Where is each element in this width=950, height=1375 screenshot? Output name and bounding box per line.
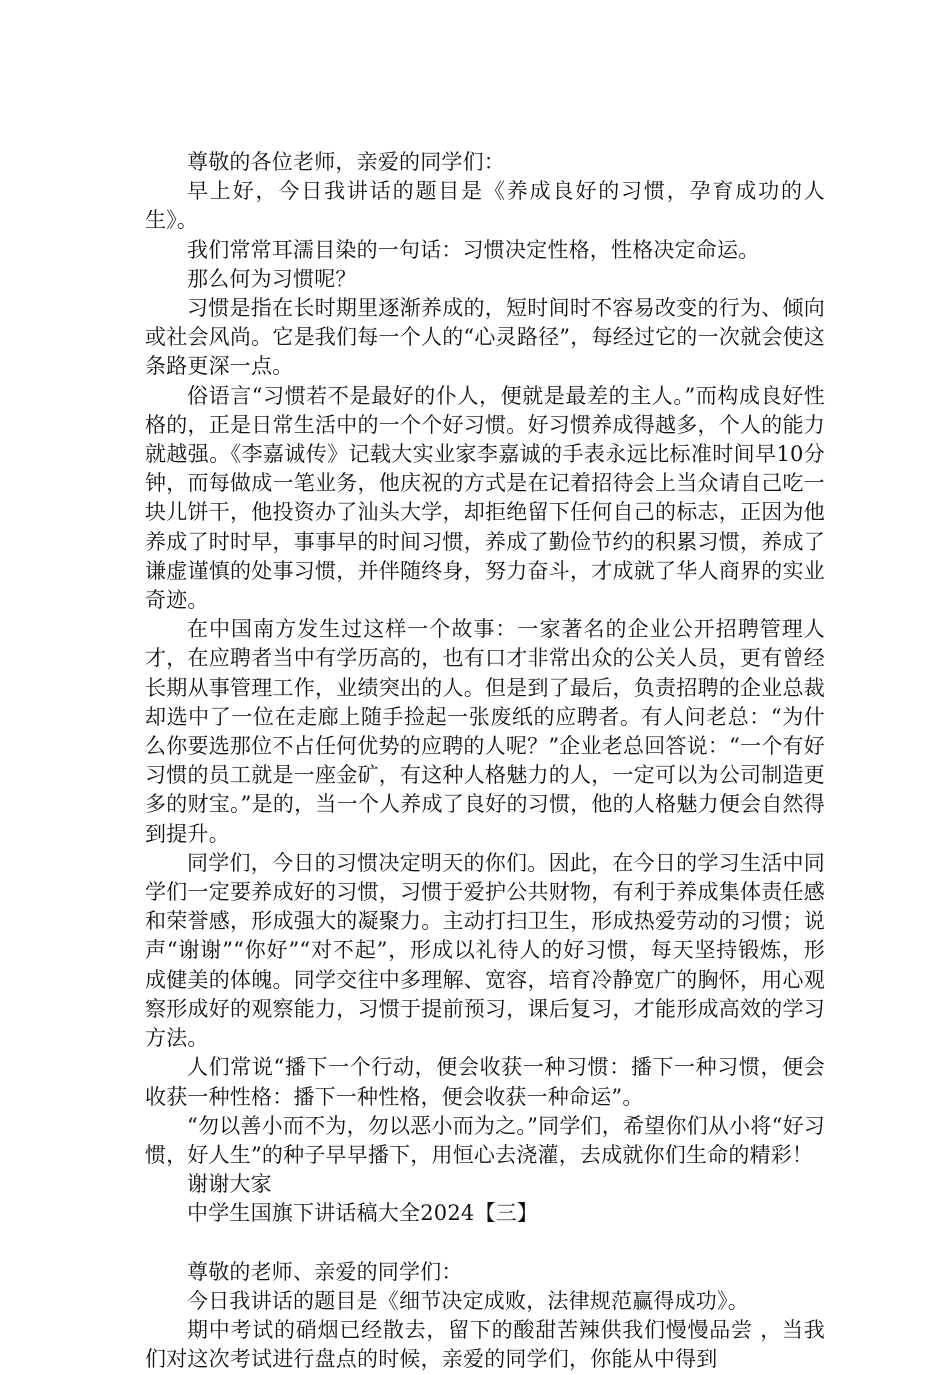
paragraph-question: 那么何为习惯呢？ bbox=[187, 266, 357, 291]
paragraph-topic-2: 今日我讲话的题目是《细节决定成败，法律规范赢得成功》。 bbox=[187, 1288, 749, 1313]
paragraph-classmates: 同学们，今日的习惯决定明天的你们。因此，在今日的学习生活中同学们一定要养成好的习惯，习惯于爱护公共财物，有利于养成集体责任感和荣誉感，形成强大的凝聚力。主动打扫卫生，形成热爱劳动的习惯；说声“谢谢”“你好”“对不起”，形成以礼待人的好习惯，每天坚持锻炼，形成健美的体魄。同学交往中多理解、宽容，培育冷静宽广的胸怀，用心观察形成好的观察能力，习惯于提前预习，课后复习，才能形成高效的学习方法。 bbox=[145, 850, 825, 1051]
paragraph-proverb: 人们常说“播下一个行动，便会收获一种习惯：播下一种习惯，便会收获一种性格：播下一种性格，便会收获一种命运”。 bbox=[145, 1055, 825, 1109]
paragraph-salutation: 尊敬的各位老师，亲爱的同学们： bbox=[187, 150, 505, 174]
paragraph-story: 在中国南方发生过这样一个故事：一家著名的企业公开招聘管理人才，在应聘者当中有学历高的，也有口才非常出众的公关人员，更有曾经长期从事管理工作，业绩突出的人。但是到了最后，负责招聘的企业总裁却选中了一位在走廊上随手捡起一张废纸的应聘者。有人问老总：“为什么你要选那位不占任何优势的应聘的人呢？”企业老总回答说：“一个有好习惯的员工就是一座金矿，有这种人格魅力的人，一定可以为公司制造更多的财宝。”是的，当一个人养成了良好的习惯，他的人格魅力便会自然得到提升。 bbox=[145, 617, 825, 846]
paragraph-exam: 期中考试的硝烟已经散去，留下的酸甜苦辣供我们慢慢品尝 ，当我们对这次考试进行盘点的时候，亲爱的同学们，你能从中得到 bbox=[145, 1318, 825, 1372]
paragraph-definition: 习惯是指在长时期里逐渐养成的，短时间时不容易改变的行为、倾向或社会风尚。它是我们每一个人的“心灵路径”，每经过它的一次就会使这条路更深一点。 bbox=[145, 296, 825, 379]
paragraph-salutation-2: 尊敬的老师、亲爱的同学们： bbox=[187, 1259, 463, 1284]
paragraph-li-ka-shing: 俗语言“习惯若不是最好的仆人，便就是最差的主人。”而构成良好性格的，正是日常生活中的一个个好习惯。好习惯养成得越多，个人的能力就越强。《李嘉诚传》记载大实业家李嘉诚的手表永远比标准时间早10分钟，而每做成一笔业务，他庆祝的方式是在记着招待会上当众请自己吃一块儿饼干，他投资办了汕头大学，却拒绝留下任何自己的标志，正因为他养成了时时早，事事早的时间习惯，养成了勤俭节约的积累习惯，养成了谦虚谨慎的处事习惯，并伴随终身，努力奋斗，才成就了华人商界的实业奇迹。 bbox=[145, 383, 825, 613]
paragraph-greeting: 早上好，今日我讲话的题目是《养成良好的习惯，孕育成功的人生》。 bbox=[145, 179, 825, 233]
document-body bbox=[145, 148, 825, 1375]
paragraph-thanks: 谢谢大家 bbox=[187, 1172, 272, 1197]
blank-line bbox=[145, 1229, 825, 1258]
section-heading: 中学生国旗下讲话稿大全2024【三】 bbox=[187, 1201, 539, 1226]
paragraph-quote: “勿以善小而不为，勿以恶小而为之。”同学们，希望你们从小将“好习惯，好人生”的种子早早播下，用恒心去浇灌，去成就你们生命的精彩！ bbox=[145, 1113, 825, 1167]
paragraph-saying: 我们常常耳濡目染的一句话：习惯决定性格，性格决定命运。 bbox=[187, 237, 760, 262]
